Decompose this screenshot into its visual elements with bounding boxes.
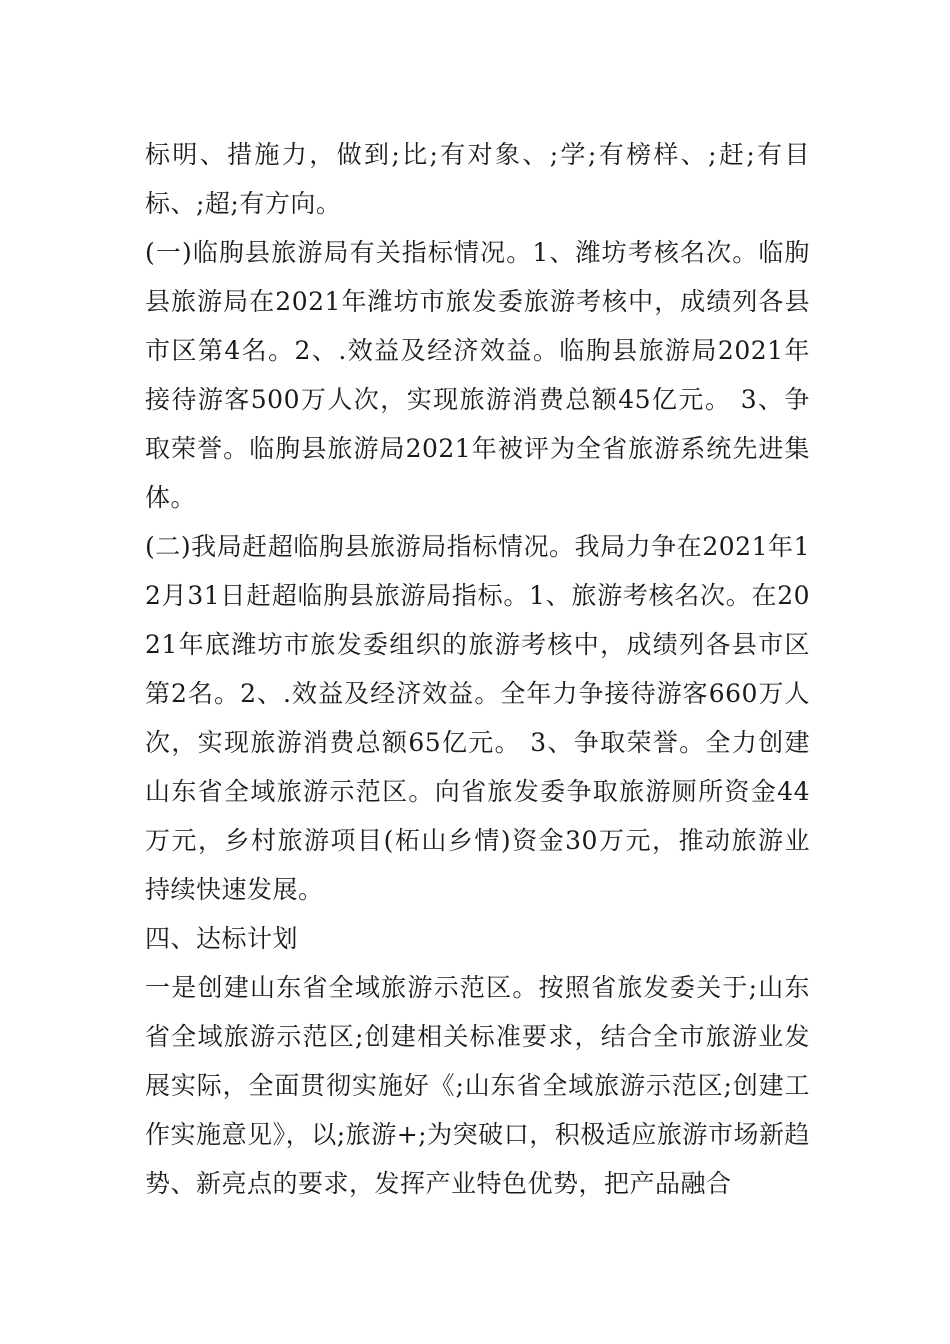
body-text <box>145 130 810 1208</box>
paragraph-plan-1: 一是创建山东省全域旅游示范区。按照省旅发委关于;山东省全域旅游示范区;创建相关标准要求，结合全市旅游业发展实际，全面贯彻实施好《;山东省全域旅游示范区;创建工作实施意见》，以;旅游+;为突破口，积极适应旅游市场新趋势、新亮点的要求，发挥产业特色优势，把产品融合 <box>145 973 810 1198</box>
paragraph-section-2: (二)我局赶超临朐县旅游局指标情况。我局力争在2021年12月31日赶超临朐县旅游局指标。1、旅游考核名次。在2021年底潍坊市旅发委组织的旅游考核中，成绩列各县市区第2名。2、.效益及经济效益。全年力争接待游客660万人次，实现旅游消费总额65亿元。 3、争取荣誉。全力创建山东省全域旅游示范区。向省旅发委争取旅游厕所资金44万元，乡村旅游项目(柘山乡情)资金30万元，推动旅游业持续快速发展。 <box>145 532 810 904</box>
section-heading-4: 四、达标计划 <box>145 924 299 953</box>
paragraph-section-1: (一)临朐县旅游局有关指标情况。1、潍坊考核名次。临朐县旅游局在2021年潍坊市旅发委旅游考核中，成绩列各县市区第4名。2、.效益及经济效益。临朐县旅游局2021年接待游客500万人次，实现旅游消费总额45亿元。 3、争取荣誉。临朐县旅游局2021年被评为全省旅游系统先进集体。 <box>145 238 810 512</box>
paragraph-intro: 标明、措施力，做到;比;有对象、;学;有榜样、;赶;有目标、;超;有方向。 <box>145 140 810 218</box>
